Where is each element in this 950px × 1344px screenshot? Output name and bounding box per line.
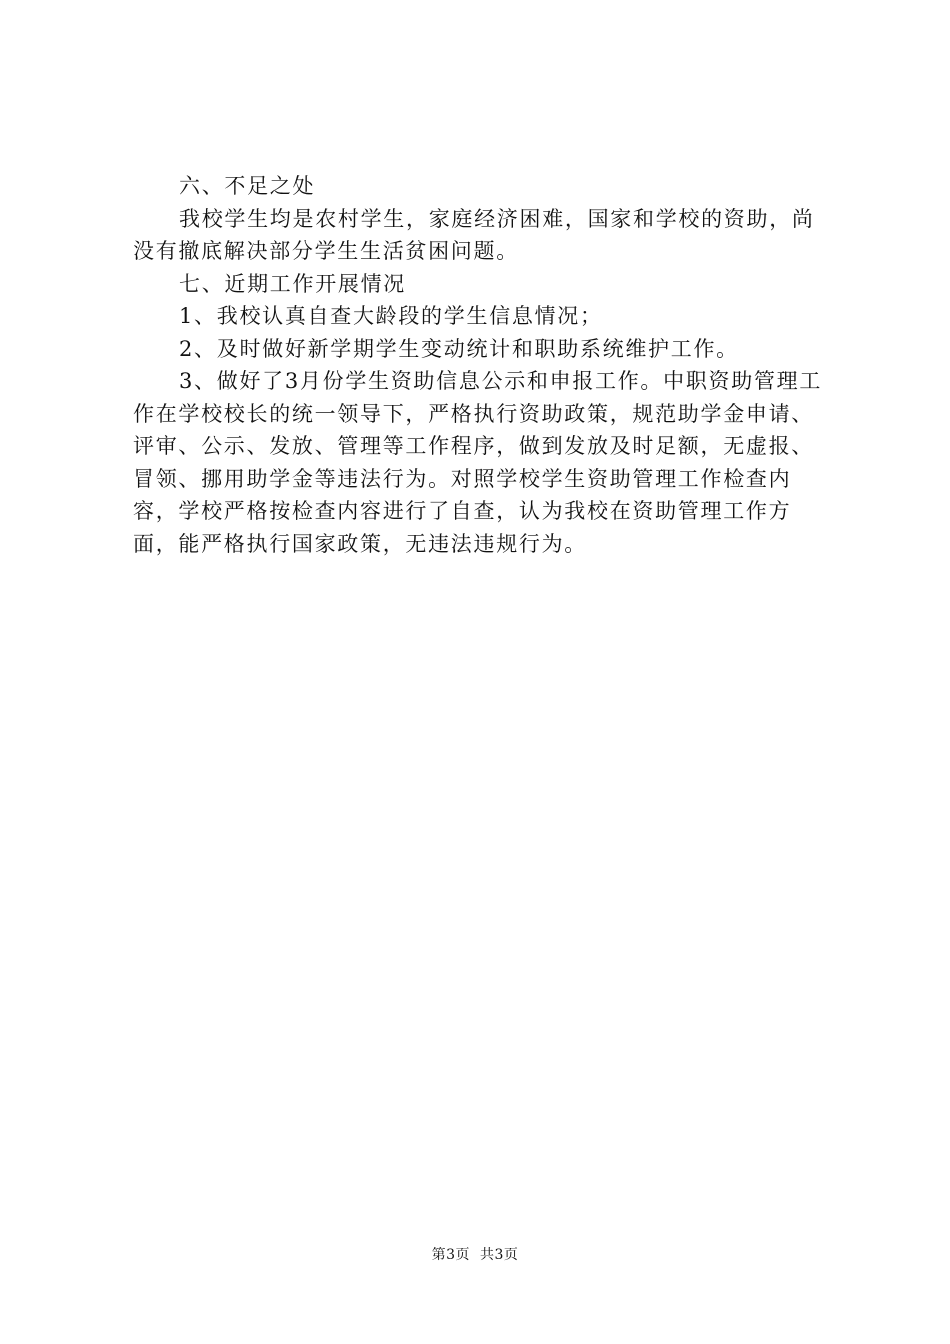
list-item-3: 3、做好了3月份学生资助信息公示和申报工作。中职资助管理工作在学校校长的统一领导下，严格执行资助政策，规范助学金申请、评审、公示、发放、管理等工作程序，做到发放及时足额，无虚报、冒领、挪用助学金等违法行为。对照学校学生资助管理工作检查内容，学校严格按检查内容进行了自查，认为我校在资助管理工作方面，能严格执行国家政策，无违法违规行为。	[133, 369, 823, 556]
page-number: 第3页	[431, 1247, 470, 1263]
section-heading-shortcomings: 六、不足之处	[179, 174, 316, 198]
section-heading-recent-work: 七、近期工作开展情况	[179, 271, 406, 296]
document-body	[133, 170, 833, 560]
list-item-1: 1、我校认真自查大龄段的学生信息情况；	[179, 304, 603, 328]
paragraph-shortcomings: 我校学生均是农村学生，家庭经济困难，国家和学校的资助，尚没有撤底解决部分学生生活贫困问题。	[133, 206, 815, 263]
list-item-2: 2、及时做好新学期学生变动统计和职助系统维护工作。	[179, 336, 739, 361]
page-total: 共3页	[480, 1247, 519, 1263]
page-footer	[0, 1244, 950, 1264]
